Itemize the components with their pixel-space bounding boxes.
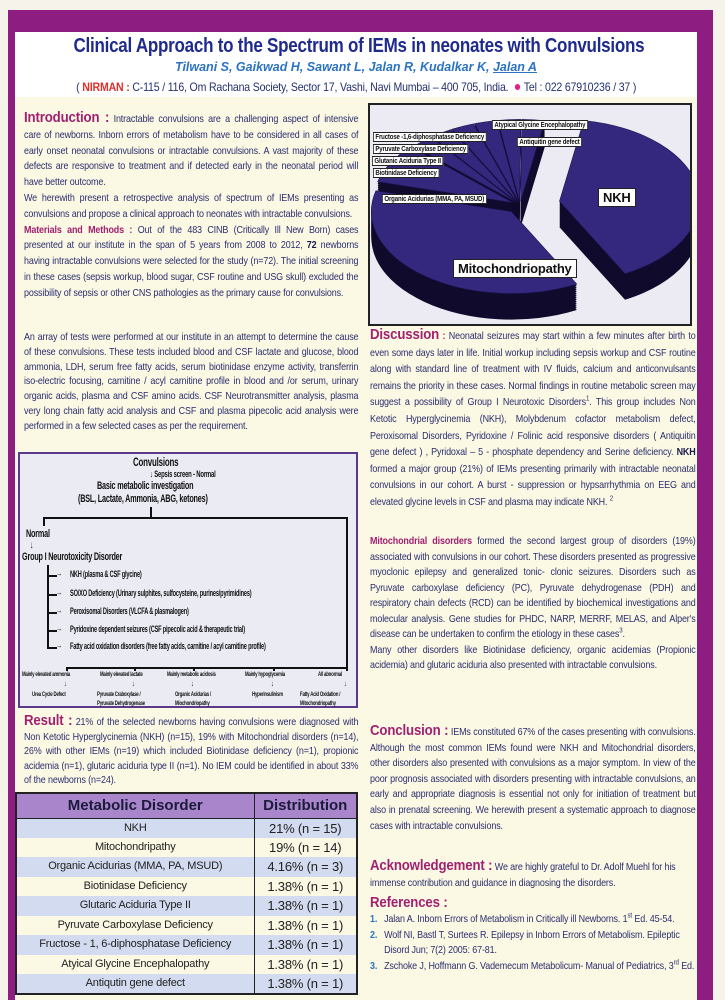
pie-label-glutaric: Glutanic Aciduria Type II: [372, 156, 443, 166]
title-row: [15, 34, 697, 58]
result-section: Result : 21% of the selected newborns having convulsions were diagnosed with Non Ketotic Hyperglycinemia (NKH) (n=15), 19% with Mitochondrial disorders (n=14), 26% with other IEMs (n=19) which included Biotinidase deficiency (n=1), propionic acidemia (n=1), glutaric aciduria type II (n=1). No IEM could be identified in about 33% of the newborns (n=24).: [24, 712, 359, 787]
poster-frame-right: [697, 10, 713, 1000]
mitochondrial-heading: Mitochondrial disorders: [370, 536, 472, 547]
distribution-cell: 1.38% (n = 1): [254, 955, 357, 975]
distribution-cell: 1.38% (n = 1): [254, 935, 357, 955]
distribution-cell: 19% (n = 14): [254, 838, 357, 858]
flow-branch-result: Pyruvate Craboxylase /: [97, 691, 141, 698]
distribution-table: [15, 792, 358, 995]
pie-label-mitochondriopathy: Mitochondriopathy: [453, 259, 577, 278]
flow-group-item: Pyridoxine dependent seizures (CSF pipecolic acid & therapeutic trial): [70, 623, 245, 634]
reference-item: 3. Zschoke J, Hoffmann G. Vademecum Metabolicum- Manual of Pediatrics, 3rd Ed.: [370, 959, 695, 972]
flow-branch-finding: Mainly metabolic acidosis: [167, 671, 216, 678]
discussion-heading: Discussion: [370, 326, 440, 343]
flow-basic: Basic metabolic investigation: [97, 480, 194, 492]
reference-item: 1. Jalan A. Inborn Errors of Metabolism in Critically ill Newborns. 1st Ed. 45-54.: [370, 912, 675, 925]
flow-branch-finding: Mainly elevated lactate: [100, 671, 143, 678]
poster-frame-left: [8, 10, 15, 1000]
pie-label-organic-acidurias: Organic Acidurias (MMA, PA, MSUD): [382, 194, 487, 204]
acknowledgement-heading: Acknowledgement :: [370, 857, 493, 874]
pie-label-pyruvate: Pyruvate Carboxylase Deficiency: [373, 144, 468, 154]
pie-label-biotinidase: Biotinidase Deficiency: [373, 168, 439, 178]
distribution-cell: 1.38% (n = 1): [254, 916, 357, 936]
poster-title: Clinical Approach to the Spectrum of IEMs in neonates with Convulsions: [73, 34, 645, 57]
table-row: [16, 916, 357, 936]
table-row: [16, 955, 357, 975]
flow-group-item: Peroxisomal Disorders (VLCFA & plasmalogen): [70, 605, 189, 616]
flow-sepsis: ↓ Sepsis screen - Normal: [150, 469, 216, 479]
pie-slice-8: [521, 119, 545, 201]
pie-label-atypical: Atypical Glycine Encephalopathy: [492, 120, 588, 130]
flow-branch-finding: All abnormal: [318, 671, 342, 678]
flow-normal: Normal: [26, 528, 50, 540]
flow-group-item: Fatty acid oxidation disorders (free fatty acids, carnitine / acyl carnitine profile): [70, 640, 266, 651]
conclusion-heading: Conclusion :: [370, 722, 449, 739]
table-row: [16, 818, 357, 838]
table-row: [16, 935, 357, 955]
presenting-author: Jalan A: [492, 60, 537, 74]
mitochondrial-section: Mitochondrial disorders formed the second largest group of disorders (19%) associated with convulsions in our cohort. These disorders presented as progressive myoclonic epilepsy and generalized tonic- clonic seizures. Disorders such as Pyruvate carboxylase deficiency (PC), Pyruvate dehydrogenase (PDH) and respiratory chain defects (RCD) can be identified by biochemical investigations and molecular analysis. Gene studies for PHDC, NARP, MERRF, MELAS, and Alper's disease can be undertaken to confirm the etiology in these cases$^3$. Many other disorders like Biotinidase deficiency, organic acidemias (Propionic acidemia) and glutaric aciduria also presented with intractable convulsions.: [370, 536, 696, 671]
affiliation-row: [15, 78, 697, 96]
disorder-cell: Atyical Glycine Encephalopathy: [16, 955, 254, 975]
flow-branch-result: Hyperinsulinism: [252, 691, 283, 698]
flow-branch-result: Fatty Acid Oxidation /: [300, 691, 341, 698]
acknowledgement-section: Acknowledgement : We are highly grateful to Dr. Adolf Muehl for his immense contribution and guidance in diagnosing the disorders.: [370, 857, 676, 889]
introduction-section: Introduction : Intractable convulsions are a challenging aspect of intensive care of newborns. Inborn errors of metabolism have to be considered in all cases of early onset neonatal convulsions or intractable convulsions. A vast majority of these defects are responsive to treatment and if detected early in the neonatal period will have better outcome. We herewith present a retrospective analysis of spectrum of IEMs presenting as convulsions and propose a clinical approach to neonates with intractable convulsions. Materials and Methods : Out of the 483 CINB (Critically Ill New Born) cases presented at our institute in the span of 5 years from 2008 to 2012, 72 newborns having intractable convulsions were selected for the study (n=72). The initial screening in these cases (sepsis workup, blood sugar, CSF routine and USG skull) excluded the possibility of sepsis or other CNS pathologies as the primary cause for convulsions.: [24, 109, 359, 299]
flow-group-item: SO/XO Deficiency (Urinary sulphites, sulfocysteine, purines/pyrimidines): [70, 587, 252, 598]
authors: Tilwani S, Gaikwad H, Sawant L, Jalan R, Kudalkar K, Jalan A: [175, 60, 537, 74]
result-heading: Result :: [24, 712, 73, 729]
disorder-cell: Pyruvate Carboxylase Deficiency: [16, 916, 254, 936]
distribution-cell: 21% (n = 15): [254, 818, 357, 838]
introduction-paragraph-2: We herewith present a retrospective analysis of spectrum of IEMs presenting as convulsions and propose a clinical approach to neonates with intractable convulsions.: [24, 192, 359, 220]
disorder-cell: Biotinidase Deficiency: [16, 877, 254, 897]
pie-label-nkh: NKH: [598, 188, 636, 207]
distribution-cell: 1.38% (n = 1): [254, 896, 357, 916]
table-row: [16, 877, 357, 897]
disorder-cell: Organic Acidurias (MMA, PA, MSUD): [16, 857, 254, 877]
disorder-cell: Mitochondripathy: [16, 838, 254, 858]
distribution-cell: 1.38% (n = 1): [254, 974, 357, 994]
flow-basic-tests: (BSL, Lactate, Ammonia, ABG, ketones): [78, 493, 208, 505]
disorder-cell: Fructose - 1, 6-diphosphatase Deficiency: [16, 935, 254, 955]
references-heading: References :: [370, 894, 448, 911]
table-row: [16, 974, 357, 994]
table-row: [16, 857, 357, 877]
discussion-section: Discussion : Neonatal seizures may start within a few minutes after birth to even some days later in life. Initial workup including sepsis workup and CSF routine along with standard line of treatment with IV fluids, calcium and anticonvulsants remains the priority in these cases. Normal findings in routine metabolic screen may suggest a possibility of Group I Neurotoxic Disorders$^1$. This group includes Non Ketotic Hyperglycinemia (NKH), Molybdenum cofactor metabolism defect, Peroxisomal Disorders, Pyridoxine / Folinic acid responsive disorders ( Antiquitin gene defect ) , Pyridoxal – 5 - phosphate dependency and Serine deficiency. NKH formed a major group (21%) of IEMs presenting primarily with intractable neonatal convulsions in our cohort. A burst - suppression or hypsarrhythmia on EEG and elevated glycine levels in CSF and plasma may indicate NKH. $^2$: [370, 326, 696, 508]
reference-item: 2. Wolf NI, Bastl T, Surtees R. Epilepsy in Inborn Errors of Metabolism. Epileptic Disord Jun; 7(2) 2005: 67-81.: [370, 929, 680, 956]
methods-heading: Materials and Methods :: [24, 224, 133, 236]
introduction-heading: Introduction :: [24, 109, 110, 126]
flow-group-item: NKH (plasma & CSF glycine): [70, 568, 142, 579]
organization-name: NIRMAN :: [82, 80, 130, 94]
disorder-cell: NKH: [16, 818, 254, 838]
disorder-cell: Antiqutin gene defect: [16, 974, 254, 994]
disorder-cell: Glutaric Aciduria Type II: [16, 896, 254, 916]
flow-branch-finding: Mainly elevated ammonia: [22, 671, 70, 678]
flow-branch-finding: Mainly hypoglycemia: [245, 671, 286, 678]
distribution-cell: 1.38% (n = 1): [254, 877, 357, 897]
conclusion-section: Conclusion : IEMs constituted 67% of the cases presenting with convulsions. Although the most common IEMs found were NKH and Mitochondrial disorders, other disorders also presented with convulsions as a major symptom. In view of the poor prognosis associated with disorders presenting with intractable convulsions, an early and appropriate diagnosis is essential not only for initiation of treatment but also in prenatal screening. We herewith present a systematic approach to diagnose cases with intractable convulsions.: [370, 722, 696, 832]
pie-label-fructose: Fructose -1,6-diphosphatase Deficiency: [373, 132, 487, 142]
tests-paragraph: An array of tests were performed at our institute in an attempt to determine the cause of these convulsions. These tests included blood and CSF lactate and glucose, blood ammonia, LDH, serum free fatty acids, serum biotinidase enzyme activity, transferrin iso-electric focusing, carnitine / acyl carnitine profile in blood and /or serum, urinary organic acids, plasma and CSF amino acids. CSF Neurotransmitter analysis, plasma very long chain fatty acid analysis and CSF and plasma pipecolic acid analysis were performed in a few selected cases as per the requirement.: [24, 332, 359, 432]
distribution-cell: 4.16% (n = 3): [254, 857, 357, 877]
table-row: [16, 838, 357, 858]
affiliation: ( NIRMAN : C-115 / 116, Om Rachana Society, Sector 17, Vashi, Navi Mumbai – 400 705, India. ● Tel : 022 67910236 / 37 ): [75, 78, 637, 94]
bullet-icon: ●: [513, 78, 521, 94]
references-section: [370, 894, 696, 974]
column-header-distribution: Distribution: [254, 793, 357, 818]
pie-label-antiquitin: Antiquitin gene defect: [517, 137, 582, 147]
flow-branch-result: Urea Cycle Defect: [32, 691, 66, 698]
flow-group: Group I Neurotoxicity Disorder: [22, 551, 123, 563]
poster-frame-top: [8, 10, 713, 32]
flow-branch-result: Organic Acidurias /: [175, 691, 211, 698]
column-header-disorder: Metabolic Disorder: [16, 793, 254, 818]
flow-root: Convulsions: [133, 455, 179, 469]
table-row: [16, 896, 357, 916]
